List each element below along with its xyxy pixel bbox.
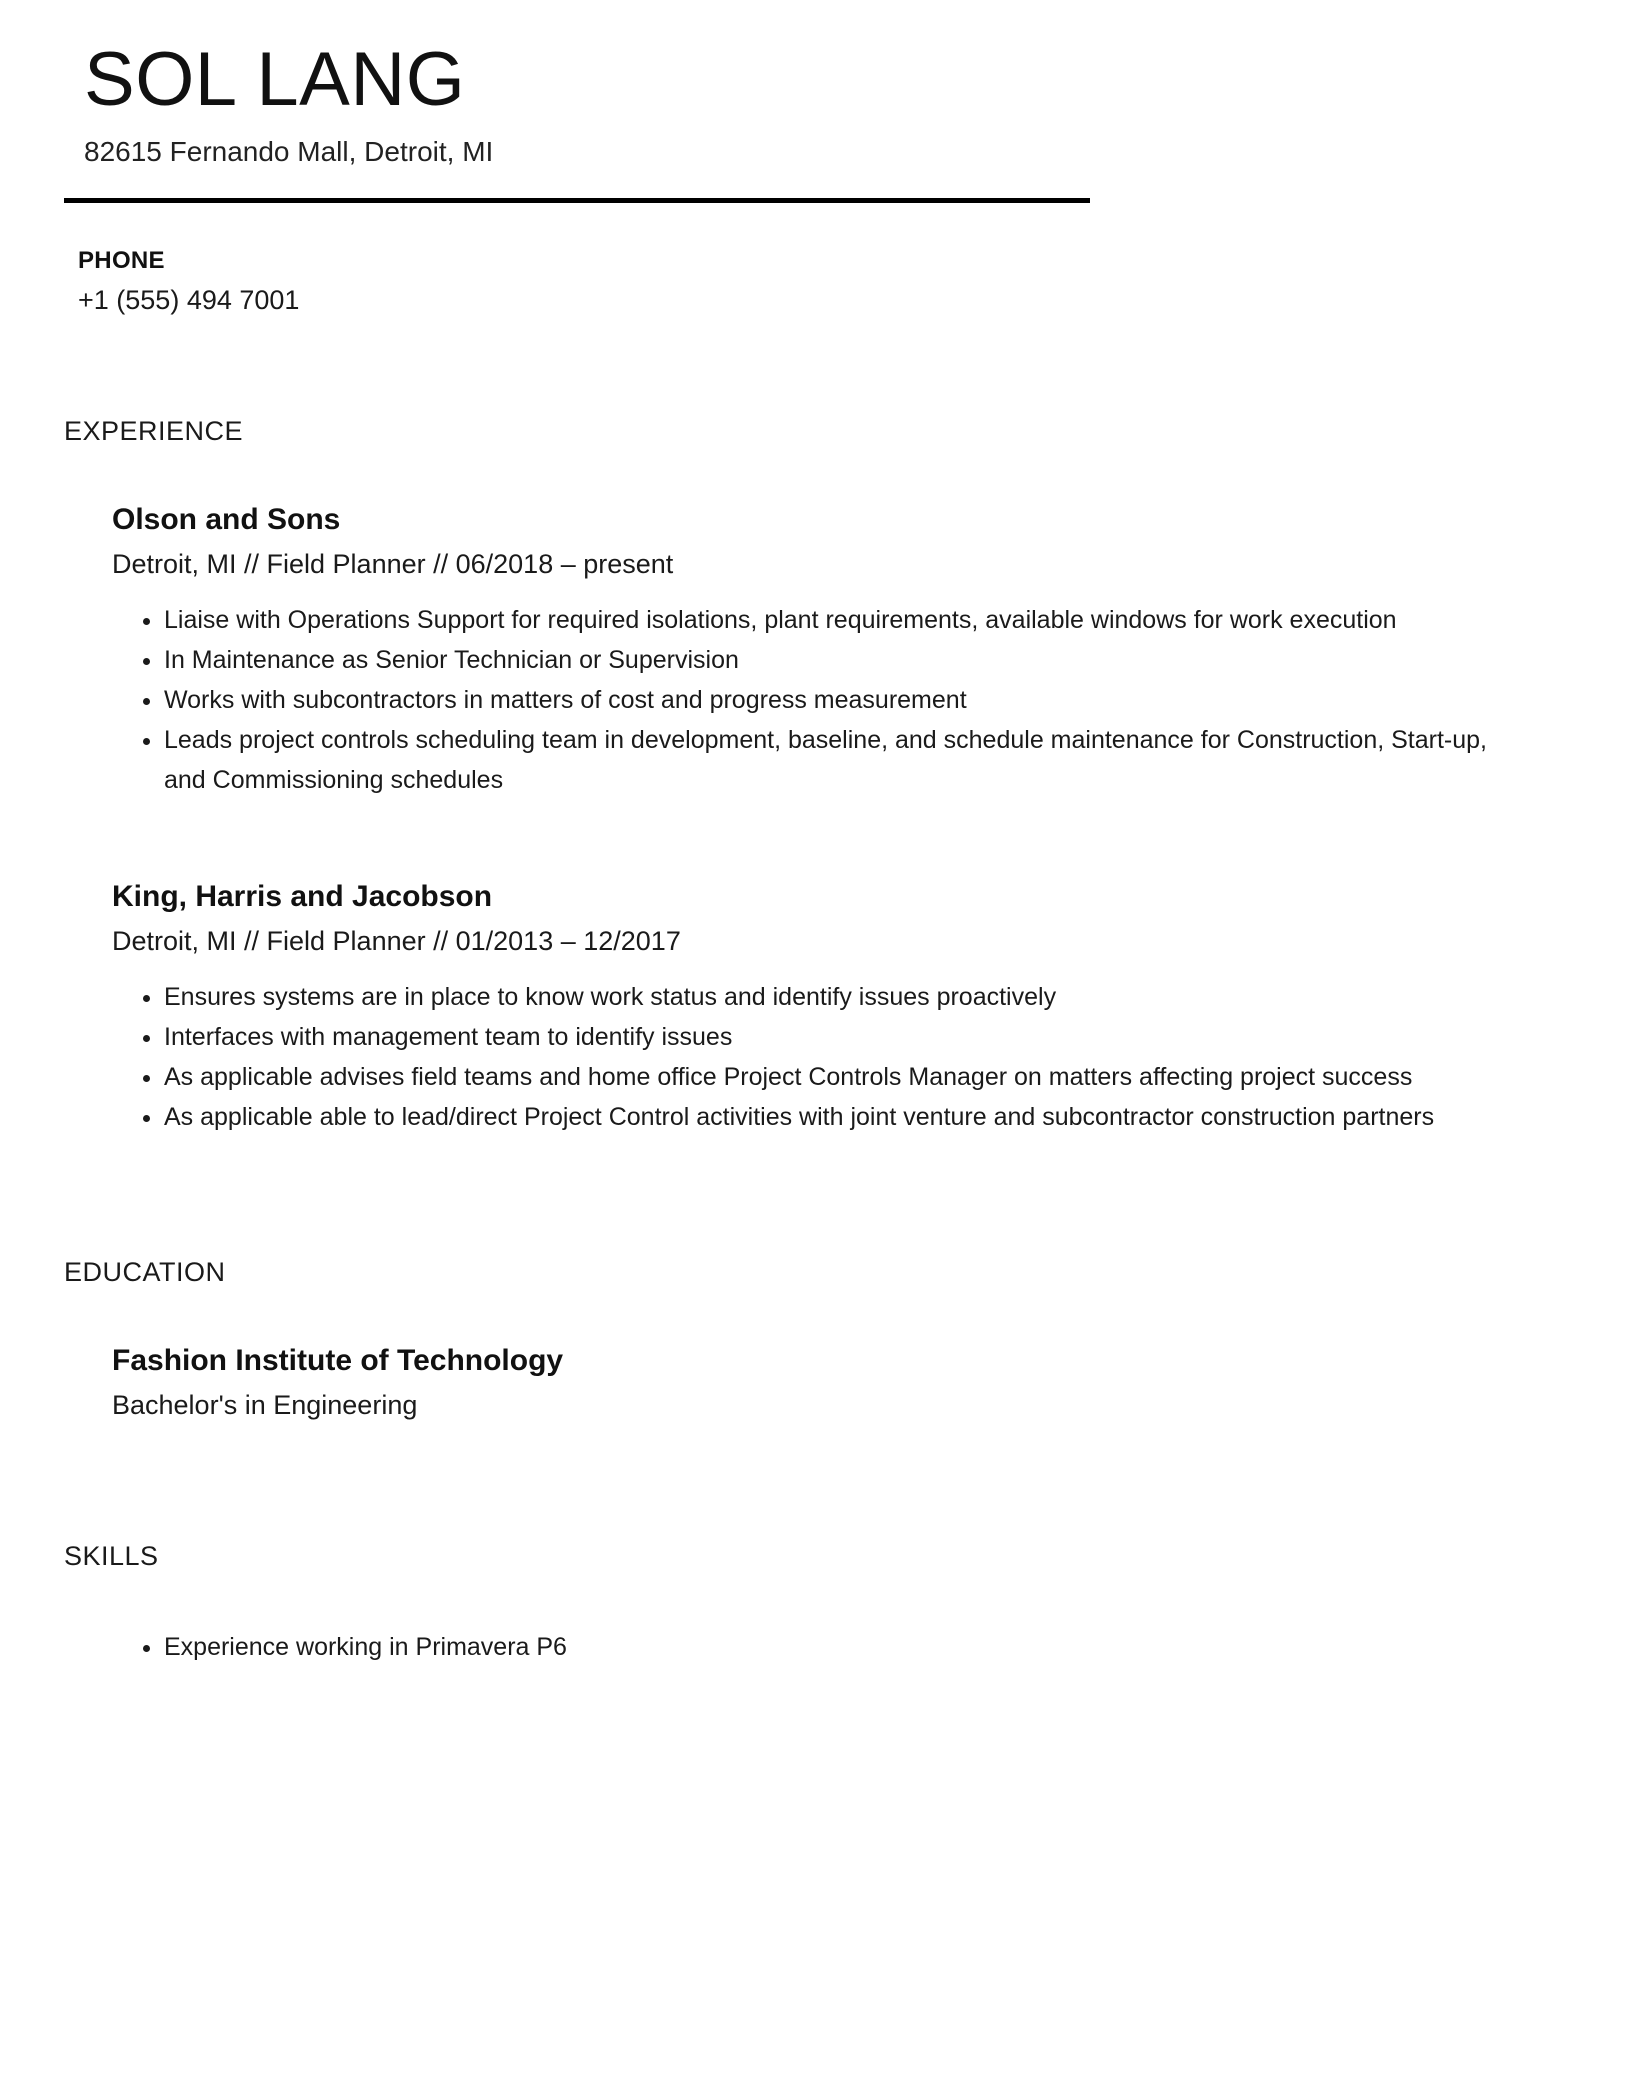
skills-heading: SKILLS — [64, 1540, 159, 1571]
job-bullets — [112, 977, 1524, 1137]
phone-label: PHONE — [78, 246, 165, 274]
degree: Bachelor's in Engineering — [112, 1389, 418, 1420]
resume-header — [64, 38, 1524, 168]
header-divider — [64, 198, 1090, 203]
experience-section — [64, 416, 1524, 1137]
experience-heading: EXPERIENCE — [64, 415, 244, 446]
experience-entry — [64, 880, 1524, 1137]
job-bullet: • Liaise with Operations Support for required isolations, plant requirements, available windows for work execution — [164, 600, 1524, 640]
job-bullet: • Leads project controls scheduling team in development, baseline, and schedule maintenance for Construction, Start-up, and Commissioning schedules — [164, 720, 1524, 800]
education-heading: EDUCATION — [64, 1256, 226, 1287]
phone-value: +1 (555) 494 7001 — [78, 284, 300, 315]
education-section — [64, 1257, 1524, 1421]
job-bullet: • In Maintenance as Senior Technician or Supervision — [164, 640, 1524, 680]
candidate-name: SOL LANG — [84, 37, 466, 122]
contact-block — [64, 247, 1524, 316]
company-name: Olson and Sons — [112, 502, 341, 536]
job-meta: Detroit, MI // Field Planner // 06/2018 – present — [112, 548, 674, 579]
education-entry — [64, 1344, 1524, 1421]
skills-list — [64, 1627, 1524, 1667]
company-name: King, Harris and Jacobson — [112, 879, 493, 913]
job-bullet: • As applicable able to lead/direct Project Control activities with joint venture and subcontractor construction partners — [164, 1097, 1524, 1137]
experience-list — [64, 503, 1524, 1137]
job-bullet: • Works with subcontractors in matters of cost and progress measurement — [164, 680, 1524, 720]
job-bullet: • As applicable advises field teams and home office Project Controls Manager on matters affecting project success — [164, 1057, 1524, 1097]
job-bullet: • Ensures systems are in place to know work status and identify issues proactively — [164, 977, 1524, 1017]
job-bullet: • Interfaces with management team to identify issues — [164, 1017, 1524, 1057]
skill-item: • Experience working in Primavera P6 — [164, 1627, 1524, 1667]
experience-entry — [64, 503, 1524, 800]
skills-section — [64, 1541, 1524, 1667]
job-bullets — [112, 600, 1524, 800]
candidate-address: 82615 Fernando Mall, Detroit, MI — [84, 135, 494, 167]
school-name: Fashion Institute of Technology — [112, 1343, 564, 1377]
job-meta: Detroit, MI // Field Planner // 01/2013 – 12/2017 — [112, 925, 681, 956]
